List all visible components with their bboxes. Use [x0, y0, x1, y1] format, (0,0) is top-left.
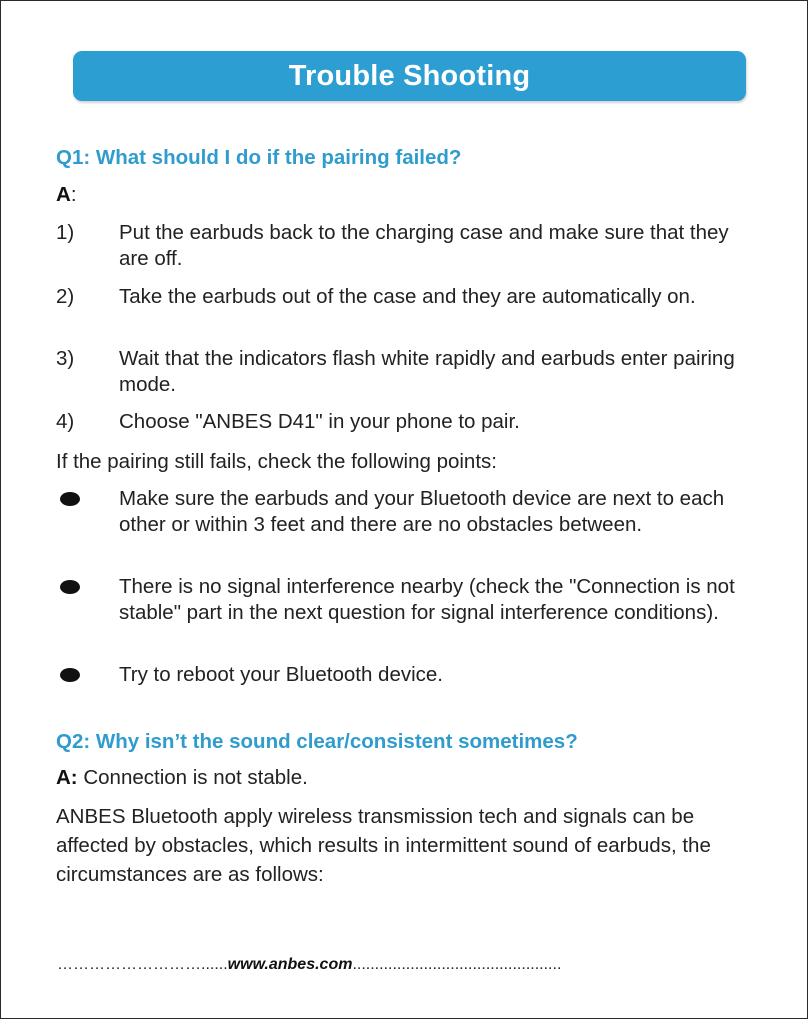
step-item [56, 220, 756, 274]
page-footer [57, 956, 561, 974]
explanation-paragraph: ANBES Bluetooth apply wireless transmission tech and signals can be affected by obstacles, which results in intermittent sound of earbuds, the circumstances are as follows: [56, 805, 711, 886]
checklist-text: Try to reboot your Bluetooth device. [119, 663, 443, 686]
followup-text: If the pairing still fails, check the following points: [56, 450, 497, 473]
answer-2 [56, 765, 308, 791]
answer-colon: : [70, 183, 77, 206]
step-text: Put the earbuds back to the charging case and make sure that they are off. [119, 221, 729, 270]
bullet-icon [60, 668, 80, 682]
bullet-icon [60, 492, 80, 506]
answer-text: Connection is not stable. [77, 766, 308, 789]
section-title: Trouble Shooting [288, 59, 531, 92]
question-2: Q2: Why isn’t the sound clear/consistent sometimes? [56, 730, 578, 753]
checklist-item [56, 662, 756, 690]
step-text: Choose "ANBES D41" in your phone to pair. [119, 410, 520, 433]
checklist-text: Make sure the earbuds and your Bluetooth device are next to each other or within 3 feet and there are no obstacles between. [119, 487, 725, 536]
bullet-icon [60, 580, 80, 594]
step-number: 4) [56, 410, 75, 433]
step-item [56, 409, 756, 437]
step-text: Take the earbuds out of the case and they are automatically on. [119, 285, 696, 308]
footer-dots-right: ............................................... [352, 956, 562, 973]
question-1: Q1: What should I do if the pairing failed? [56, 146, 462, 169]
answer-1-label [56, 182, 77, 208]
checklist-text: There is no signal interference nearby (check the "Connection is not stable" part in the next question for signal interference conditions). [119, 575, 735, 624]
step-number: 1) [56, 221, 75, 244]
footer-dots-left: ………………………...... [57, 956, 228, 973]
checklist-item [56, 486, 756, 566]
answer-label: A [56, 183, 71, 206]
step-number: 3) [56, 347, 75, 370]
step-number: 2) [56, 285, 75, 308]
step-text: Wait that the indicators flash white rapidly and earbuds enter pairing mode. [119, 347, 735, 396]
section-banner [73, 51, 746, 101]
step-item [56, 346, 756, 400]
website-url: www.anbes.com [227, 956, 353, 973]
checklist-item [56, 574, 756, 654]
step-item [56, 284, 756, 338]
answer-label: A: [56, 766, 78, 789]
